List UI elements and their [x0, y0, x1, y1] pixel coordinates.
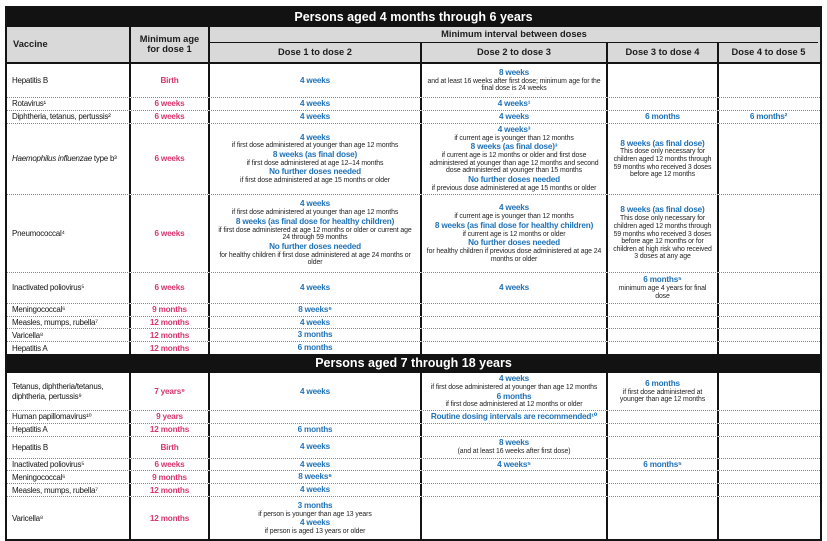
interval-value: 4 weeks — [299, 459, 330, 469]
vaccine-name-cell — [7, 111, 131, 123]
interval-cell-d34 — [608, 98, 719, 110]
interval-cell-d12 — [210, 437, 422, 458]
interval-value: 6 months — [645, 378, 680, 388]
interval-cell-d12 — [210, 111, 422, 123]
interval-cell-d12 — [210, 411, 422, 423]
interval-condition: if person is aged 13 years or older — [264, 528, 366, 535]
interval-condition: if first dose administered at age 15 months or older — [240, 177, 390, 185]
vaccine-name: Hepatitis B — [12, 442, 48, 452]
interval-value: 4 weeks³ — [497, 124, 531, 134]
vaccine-name: Human papillomavirus¹⁰ — [12, 412, 92, 422]
table-row — [7, 272, 820, 303]
vaccine-name-cell — [7, 411, 131, 423]
min-age-cell: 6 weeks — [131, 273, 210, 303]
vaccine-name: Hepatitis A — [12, 343, 48, 353]
vaccine-name: Measles, mumps, rubella⁷ — [12, 485, 98, 495]
column-header-dose4-dose5: Dose 4 to dose 5 — [731, 46, 806, 57]
interval-value: 4 weeks — [299, 485, 330, 495]
interval-condition: if current age is younger than 12 months — [454, 213, 574, 221]
interval-cell-d34 — [608, 373, 719, 410]
interval-condition: if current age is 12 months or older — [462, 230, 566, 238]
interval-cell-d45 — [719, 124, 818, 194]
interval-value: 8 weeks (as final dose) — [272, 149, 358, 159]
interval-value: 4 weeks — [299, 386, 330, 396]
table-row — [7, 64, 820, 97]
interval-cell-d34 — [608, 195, 719, 272]
table-row — [7, 410, 820, 423]
vaccine-name: Rotavirus¹ — [12, 99, 46, 109]
min-age-cell: 9 months — [131, 304, 210, 316]
interval-cell-d45 — [719, 329, 818, 341]
interval-condition: if first dose administered at younger than age 12 months — [231, 209, 399, 217]
interval-value: 4 weeks — [498, 203, 529, 213]
interval-value: No further doses needed — [269, 167, 361, 177]
interval-cell-d23 — [422, 471, 608, 483]
vaccine-name-cell — [7, 98, 131, 110]
interval-cell-d23 — [422, 273, 608, 303]
interval-cell-d45 — [719, 411, 818, 423]
vaccine-name-cell — [7, 329, 131, 341]
interval-value: 3 months — [297, 500, 333, 510]
min-age-cell: 12 months — [131, 329, 210, 341]
vaccine-name: Pneumococcal⁴ — [12, 228, 65, 238]
interval-condition: if first dose administered at younger than age 12 months — [430, 383, 598, 391]
vaccine-name-cell — [7, 373, 131, 410]
table-row — [7, 341, 820, 354]
interval-condition: minimum age 4 years for final dose — [618, 285, 707, 300]
interval-cell-d23 — [422, 459, 608, 471]
interval-cell-d23 — [422, 342, 608, 354]
interval-cell-d23 — [422, 497, 608, 539]
interval-value: 4 weeks — [498, 111, 529, 121]
interval-cell-d45 — [719, 195, 818, 272]
interval-value: 4 weeks — [299, 132, 330, 142]
interval-value: 4 weeks — [299, 75, 330, 85]
vaccine-name-cell — [7, 342, 131, 354]
interval-cell-d45 — [719, 317, 818, 329]
interval-cell-d45 — [719, 342, 818, 354]
interval-value: 4 weeks⁵ — [497, 459, 531, 469]
table-row — [7, 303, 820, 316]
vaccine-name: Diphtheria, tetanus, pertussis² — [12, 112, 111, 122]
interval-cell-d12 — [210, 459, 422, 471]
interval-cell-d45 — [719, 64, 818, 97]
interval-cell-d34 — [608, 424, 719, 436]
vaccine-name: Meningococcal⁶ — [12, 305, 66, 315]
min-age-cell: 6 weeks — [131, 111, 210, 123]
interval-condition: if previous dose administered at age 15 months or older — [431, 184, 597, 192]
min-age-cell: 12 months — [131, 484, 210, 496]
interval-value: 4 weeks — [299, 199, 330, 209]
vaccine-name-cell — [7, 304, 131, 316]
interval-cell-d23 — [422, 317, 608, 329]
vaccine-name-cell — [7, 195, 131, 272]
vaccine-name: Measles, mumps, rubella⁷ — [12, 317, 98, 327]
interval-value: 8 weeks (as final dose) — [620, 138, 705, 148]
table-row — [7, 123, 820, 194]
interval-cell-d23 — [422, 98, 608, 110]
vaccine-name: Meningococcal⁶ — [12, 472, 66, 482]
interval-value: 4 weeks — [299, 518, 330, 528]
vaccine-name-cell — [7, 437, 131, 458]
interval-cell-d12 — [210, 273, 422, 303]
interval-value: 4 weeks — [498, 374, 529, 384]
interval-value: 6 months — [297, 343, 333, 353]
interval-value: 4 weeks — [299, 317, 330, 327]
interval-value: 8 weeks — [498, 67, 529, 77]
interval-cell-d34 — [608, 459, 719, 471]
vaccine-name: Haemophilus influenzae type b³ — [12, 154, 117, 164]
vaccine-name: Varicella⁸ — [12, 330, 43, 340]
table-row — [7, 436, 820, 458]
column-header-minimum-age: Minimum age for dose 1 — [131, 27, 210, 62]
interval-value: 6 months — [297, 424, 333, 434]
interval-cell-d23 — [422, 111, 608, 123]
column-header-vaccine: Vaccine — [7, 27, 131, 62]
interval-value: 6 months — [645, 111, 680, 121]
interval-value: No further doses needed — [468, 238, 560, 248]
table-row — [7, 194, 820, 272]
min-age-cell: 6 weeks — [131, 195, 210, 272]
interval-condition: if first dose administered at younger than age 12 months — [619, 388, 706, 404]
interval-cell-d23 — [422, 424, 608, 436]
interval-cell-d34 — [608, 471, 719, 483]
interval-value: 3 months — [297, 330, 333, 340]
interval-condition: if first dose administered at 12 months or older — [445, 401, 583, 409]
min-age-cell: 9 years — [131, 411, 210, 423]
interval-cell-d12 — [210, 373, 422, 410]
interval-cell-d34 — [608, 317, 719, 329]
interval-cell-d23 — [422, 64, 608, 97]
interval-value: 4 weeks — [299, 99, 330, 108]
interval-condition: for healthy children if first dose administered at age 24 months or older — [219, 251, 411, 267]
interval-cell-d45 — [719, 459, 818, 471]
interval-value: Routine dosing intervals are recommended¹⁰ — [430, 411, 598, 421]
interval-cell-d45 — [719, 304, 818, 316]
interval-cell-d12 — [210, 98, 422, 110]
vaccine-name-cell — [7, 497, 131, 539]
interval-cell-d23 — [422, 329, 608, 341]
interval-cell-d23 — [422, 373, 608, 410]
table-row — [7, 483, 820, 496]
table-row — [7, 496, 820, 539]
min-age-cell: 6 weeks — [131, 459, 210, 471]
vaccine-name-cell — [7, 64, 131, 97]
interval-condition: if person is younger than age 13 years — [258, 510, 372, 518]
interval-value: 4 weeks — [299, 282, 330, 292]
interval-value: 6 months — [496, 391, 532, 401]
interval-condition: This dose only necessary for children aged 12 months through 59 months who received 3 doses before age 12 months or for children at high risk who received 3 doses at any age — [613, 215, 712, 261]
interval-cell-d34 — [608, 329, 719, 341]
min-age-cell: 12 months — [131, 424, 210, 436]
interval-value: 8 weeks (as final dose) — [620, 205, 705, 215]
column-header-minimum-interval: Minimum interval between doses — [210, 27, 818, 43]
vaccine-name-cell — [7, 459, 131, 471]
interval-cell-d12 — [210, 64, 422, 97]
interval-cell-d34 — [608, 273, 719, 303]
vaccine-name: Varicella⁸ — [12, 513, 43, 523]
vaccine-name: Inactivated poliovirus⁵ — [12, 283, 85, 293]
interval-condition: for healthy children if previous dose administered at age 24 months or older — [426, 247, 602, 263]
interval-cell-d34 — [608, 124, 719, 194]
interval-cell-d12 — [210, 304, 422, 316]
vaccine-name-cell — [7, 317, 131, 329]
column-header-dose1-dose2: Dose 1 to dose 2 — [210, 43, 422, 62]
interval-cell-d45 — [719, 424, 818, 436]
table-row — [7, 328, 820, 341]
interval-cell-d45 — [719, 273, 818, 303]
interval-condition: if current age is younger than 12 months — [454, 134, 574, 142]
interval-cell-d23 — [422, 124, 608, 194]
interval-condition: This dose only necessary for children aged 12 months through 59 months who received 3 doses before age 12 months — [613, 148, 712, 179]
vaccine-name: Tetanus, diphtheria/tetanus, diphtheria, pertussis⁹ — [12, 382, 104, 401]
interval-cell-d34 — [608, 342, 719, 354]
interval-cell-d23 — [422, 195, 608, 272]
interval-cell-d12 — [210, 497, 422, 539]
table-row — [7, 110, 820, 123]
vaccine-name-cell — [7, 484, 131, 496]
interval-value: 8 weeks (as final dose for healthy children) — [235, 216, 395, 226]
vaccine-name-cell — [7, 424, 131, 436]
min-age-cell: Birth — [131, 437, 210, 458]
interval-value: 6 months² — [749, 111, 788, 121]
interval-condition: if first dose administered at younger than age 12 months — [231, 142, 399, 150]
interval-condition: if first dose administered at age 12–14 months — [246, 159, 384, 167]
interval-cell-d12 — [210, 342, 422, 354]
interval-value: 8 weeks⁶ — [298, 304, 332, 314]
interval-cell-d45 — [719, 111, 818, 123]
vaccine-name: Hepatitis B — [12, 75, 48, 85]
vaccine-name-cell — [7, 471, 131, 483]
table-row — [7, 470, 820, 483]
vaccine-name-cell — [7, 124, 131, 194]
interval-cell-d12 — [210, 329, 422, 341]
interval-value: 8 weeks⁶ — [298, 472, 332, 482]
table-row — [7, 97, 820, 110]
min-age-cell: 9 months — [131, 471, 210, 483]
interval-cell-d23 — [422, 484, 608, 496]
interval-value: No further doses needed — [269, 241, 361, 251]
interval-cell-d34 — [608, 484, 719, 496]
section-rows-0 — [7, 64, 820, 354]
interval-cell-d34 — [608, 304, 719, 316]
interval-cell-d12 — [210, 471, 422, 483]
interval-cell-d45 — [719, 497, 818, 539]
interval-condition: and at least 16 weeks after first dose; minimum age for the final dose is 24 weeks — [427, 77, 601, 93]
interval-cell-d34 — [608, 411, 719, 423]
min-age-cell: 12 months — [131, 342, 210, 354]
interval-cell-d23 — [422, 437, 608, 458]
interval-cell-d45 — [719, 484, 818, 496]
section-header-persons-4mo-6yr: Persons aged 4 months through 6 years — [7, 8, 820, 27]
interval-value: 4 weeks — [299, 111, 330, 121]
interval-cell-d12 — [210, 195, 422, 272]
interval-value: 4 weeks — [299, 442, 330, 452]
vaccine-name: Hepatitis A — [12, 425, 48, 435]
interval-cell-d34 — [608, 111, 719, 123]
interval-value: No further doses needed — [468, 175, 560, 184]
vaccine-name-cell — [7, 273, 131, 303]
interval-value: 8 weeks (as final dose)³ — [470, 142, 558, 152]
interval-condition: if first dose administered at age 12 months or older or current age 24 through 59 months — [218, 226, 412, 242]
interval-cell-d34 — [608, 437, 719, 458]
interval-cell-d23 — [422, 411, 608, 423]
interval-value: 4 weeks — [498, 282, 529, 292]
interval-cell-d45 — [719, 98, 818, 110]
section-rows-1 — [7, 373, 820, 539]
column-header-dose2-dose3: Dose 2 to dose 3 — [422, 43, 608, 62]
column-header-row — [7, 27, 820, 64]
min-age-cell: Birth — [131, 64, 210, 97]
min-age-cell: 6 weeks — [131, 98, 210, 110]
interval-value: 4 weeks¹ — [497, 99, 531, 108]
interval-cell-d12 — [210, 124, 422, 194]
section-header-persons-7-18yr: Persons aged 7 through 18 years — [7, 354, 820, 373]
interval-cell-d12 — [210, 484, 422, 496]
min-age-cell: 12 months — [131, 497, 210, 539]
min-age-cell: 6 weeks — [131, 124, 210, 194]
table-row — [7, 458, 820, 471]
interval-cell-d12 — [210, 424, 422, 436]
interval-condition: (and at least 16 weeks after first dose) — [457, 448, 571, 456]
table-row — [7, 423, 820, 436]
interval-value: 8 weeks (as final dose for healthy children) — [434, 220, 594, 230]
table-row — [7, 316, 820, 329]
interval-cell-d45 — [719, 471, 818, 483]
interval-value: 8 weeks — [498, 438, 529, 448]
interval-value: 6 months⁵ — [643, 459, 682, 469]
interval-cell-d45 — [719, 373, 818, 410]
interval-value: 6 months⁵ — [643, 275, 682, 285]
interval-cell-d34 — [608, 497, 719, 539]
schedule-table — [5, 6, 822, 541]
vaccine-name-italic: Haemophilus influenzae — [12, 154, 92, 164]
interval-cell-d45 — [719, 437, 818, 458]
interval-cell-d12 — [210, 317, 422, 329]
min-age-cell: 7 years⁹ — [131, 373, 210, 410]
interval-cell-d23 — [422, 304, 608, 316]
interval-cell-d34 — [608, 64, 719, 97]
column-header-dose3-dose4: Dose 3 to dose 4 — [608, 43, 719, 62]
min-age-cell: 12 months — [131, 317, 210, 329]
interval-condition: if current age is 12 months or older and first dose administered at younger than age 12 months and second dose administered at younger than 15 months — [429, 152, 599, 175]
table-row — [7, 373, 820, 410]
vaccine-name: Inactivated poliovirus⁵ — [12, 459, 85, 469]
